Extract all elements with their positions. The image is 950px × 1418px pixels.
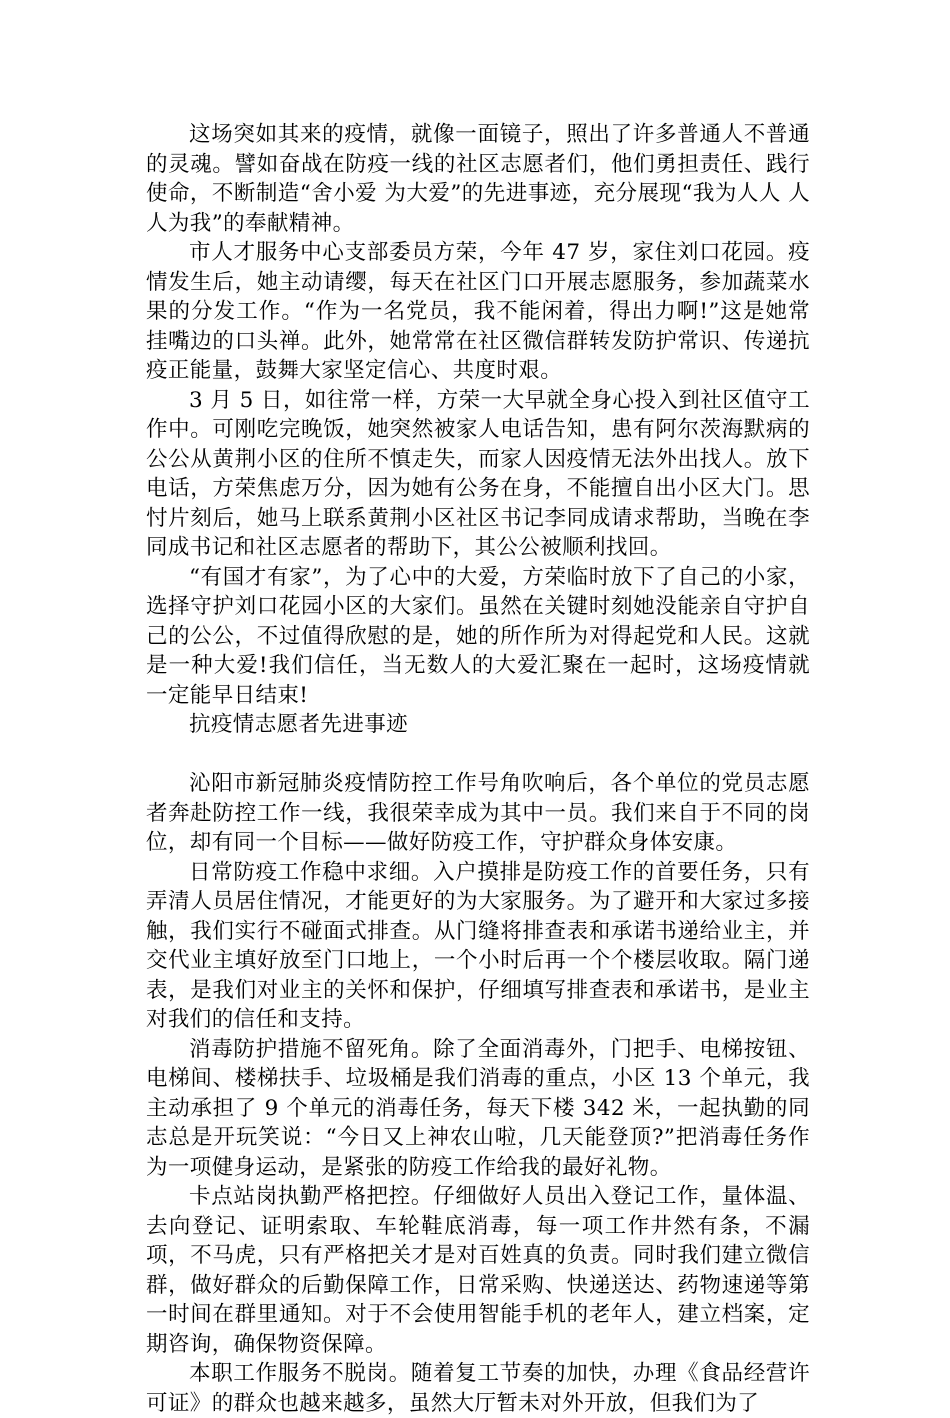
- paragraph: 消毒防护措施不留死角。除了全面消毒外，门把手、电梯按钮、电梯间、楼梯扶手、垃圾桶是我们消毒的重点，小区 13 个单元，我主动承担了 9 个单元的消毒任务，每天下楼 342 米，一起执勤的同志总是开玩笑说：“今日又上神农山啦，几天能登顶?”把消毒任务作为一项健身运动，是紧张的防疫工作给我的最好礼物。: [146, 1036, 810, 1180]
- paragraph: 这场突如其来的疫情，就像一面镜子，照出了许多普通人不普通的灵魂。譬如奋战在防疫一线的社区志愿者们，他们勇担责任、践行使命，不断制造“舍小爱 为大爱”的先进事迹，充分展现“我为人人 人人为我”的奉献精神。: [146, 122, 810, 236]
- paragraph: 卡点站岗执勤严格把控。仔细做好人员出入登记工作，量体温、去向登记、证明索取、车轮鞋底消毒，每一项工作井然有条，不漏项，不马虎，只有严格把关才是对百姓真的负责。同时我们建立微信群，做好群众的后勤保障工作，日常采购、快递送达、药物速递等第一时间在群里通知。对于不会使用智能手机的老年人，建立档案，定期咨询，确保物资保障。: [146, 1184, 810, 1357]
- paragraph: 沁阳市新冠肺炎疫情防控工作号角吹响后，各个单位的党员志愿者奔赴防控工作一线，我很荣幸成为其中一员。我们来自于不同的岗位，却有同一个目标——做好防疫工作，守护群众身体安康。: [146, 771, 810, 855]
- section-heading: 抗疫情志愿者先进事迹: [189, 712, 409, 737]
- paragraph: 3 月 5 日，如往常一样，方荣一大早就全身心投入到社区值守工作中。可刚吃完晚饭，她突然被家人电话告知，患有阿尔茨海默病的公公从黄荆小区的住所不慎走失，而家人因疫情无法外出找人。放下电话，方荣焦虑万分，因为她有公务在身，不能擅自出小区大门。思忖片刻后，她马上联系黄荆小区社区书记李同成请求帮助，当晚在李同成书记和社区志愿者的帮助下，其公公被顺利找回。: [146, 387, 810, 560]
- paragraph: “有国才有家”，为了心中的大爱，方荣临时放下了自己的小家，选择守护刘口花园小区的大家们。虽然在关键时刻她没能亲自守护自己的公公，不过值得欣慰的是，她的所作所为对得起党和人民。这就是一种大爱!我们信任，当无数人的大爱汇聚在一起时，这场疫情就一定能早日结束!: [146, 564, 810, 708]
- paragraph: 市人才服务中心支部委员方荣，今年 47 岁，家住刘口花园。疫情发生后，她主动请缨，每天在社区门口开展志愿服务，参加蔬菜水果的分发工作。“作为一名党员，我不能闲着，得出力啊!”这是她常挂嘴边的口头禅。此外，她常常在社区微信群转发防护常识、传递抗疫正能量，鼓舞大家坚定信心、共度时艰。: [146, 240, 810, 383]
- paragraph: 本职工作服务不脱岗。随着复工节奏的加快，办理《食品经营许可证》的群众也越来越多，虽然大厅暂未对外开放，但我们为了: [146, 1361, 810, 1416]
- paragraph: 日常防疫工作稳中求细。入户摸排是防疫工作的首要任务，只有弄清人员居住情况，才能更好的为大家服务。为了避开和大家过多接触，我们实行不碰面式排查。从门缝将排查表和承诺书递给业主，并交代业主填好放至门口地上，一个小时后再一个个楼层收取。隔门递表，是我们对业主的关怀和保护，仔细填写排查表和承诺书，是业主对我们的信任和支持。: [146, 859, 810, 1032]
- document-page: [146, 120, 810, 1418]
- blank-line: [146, 740, 810, 770]
